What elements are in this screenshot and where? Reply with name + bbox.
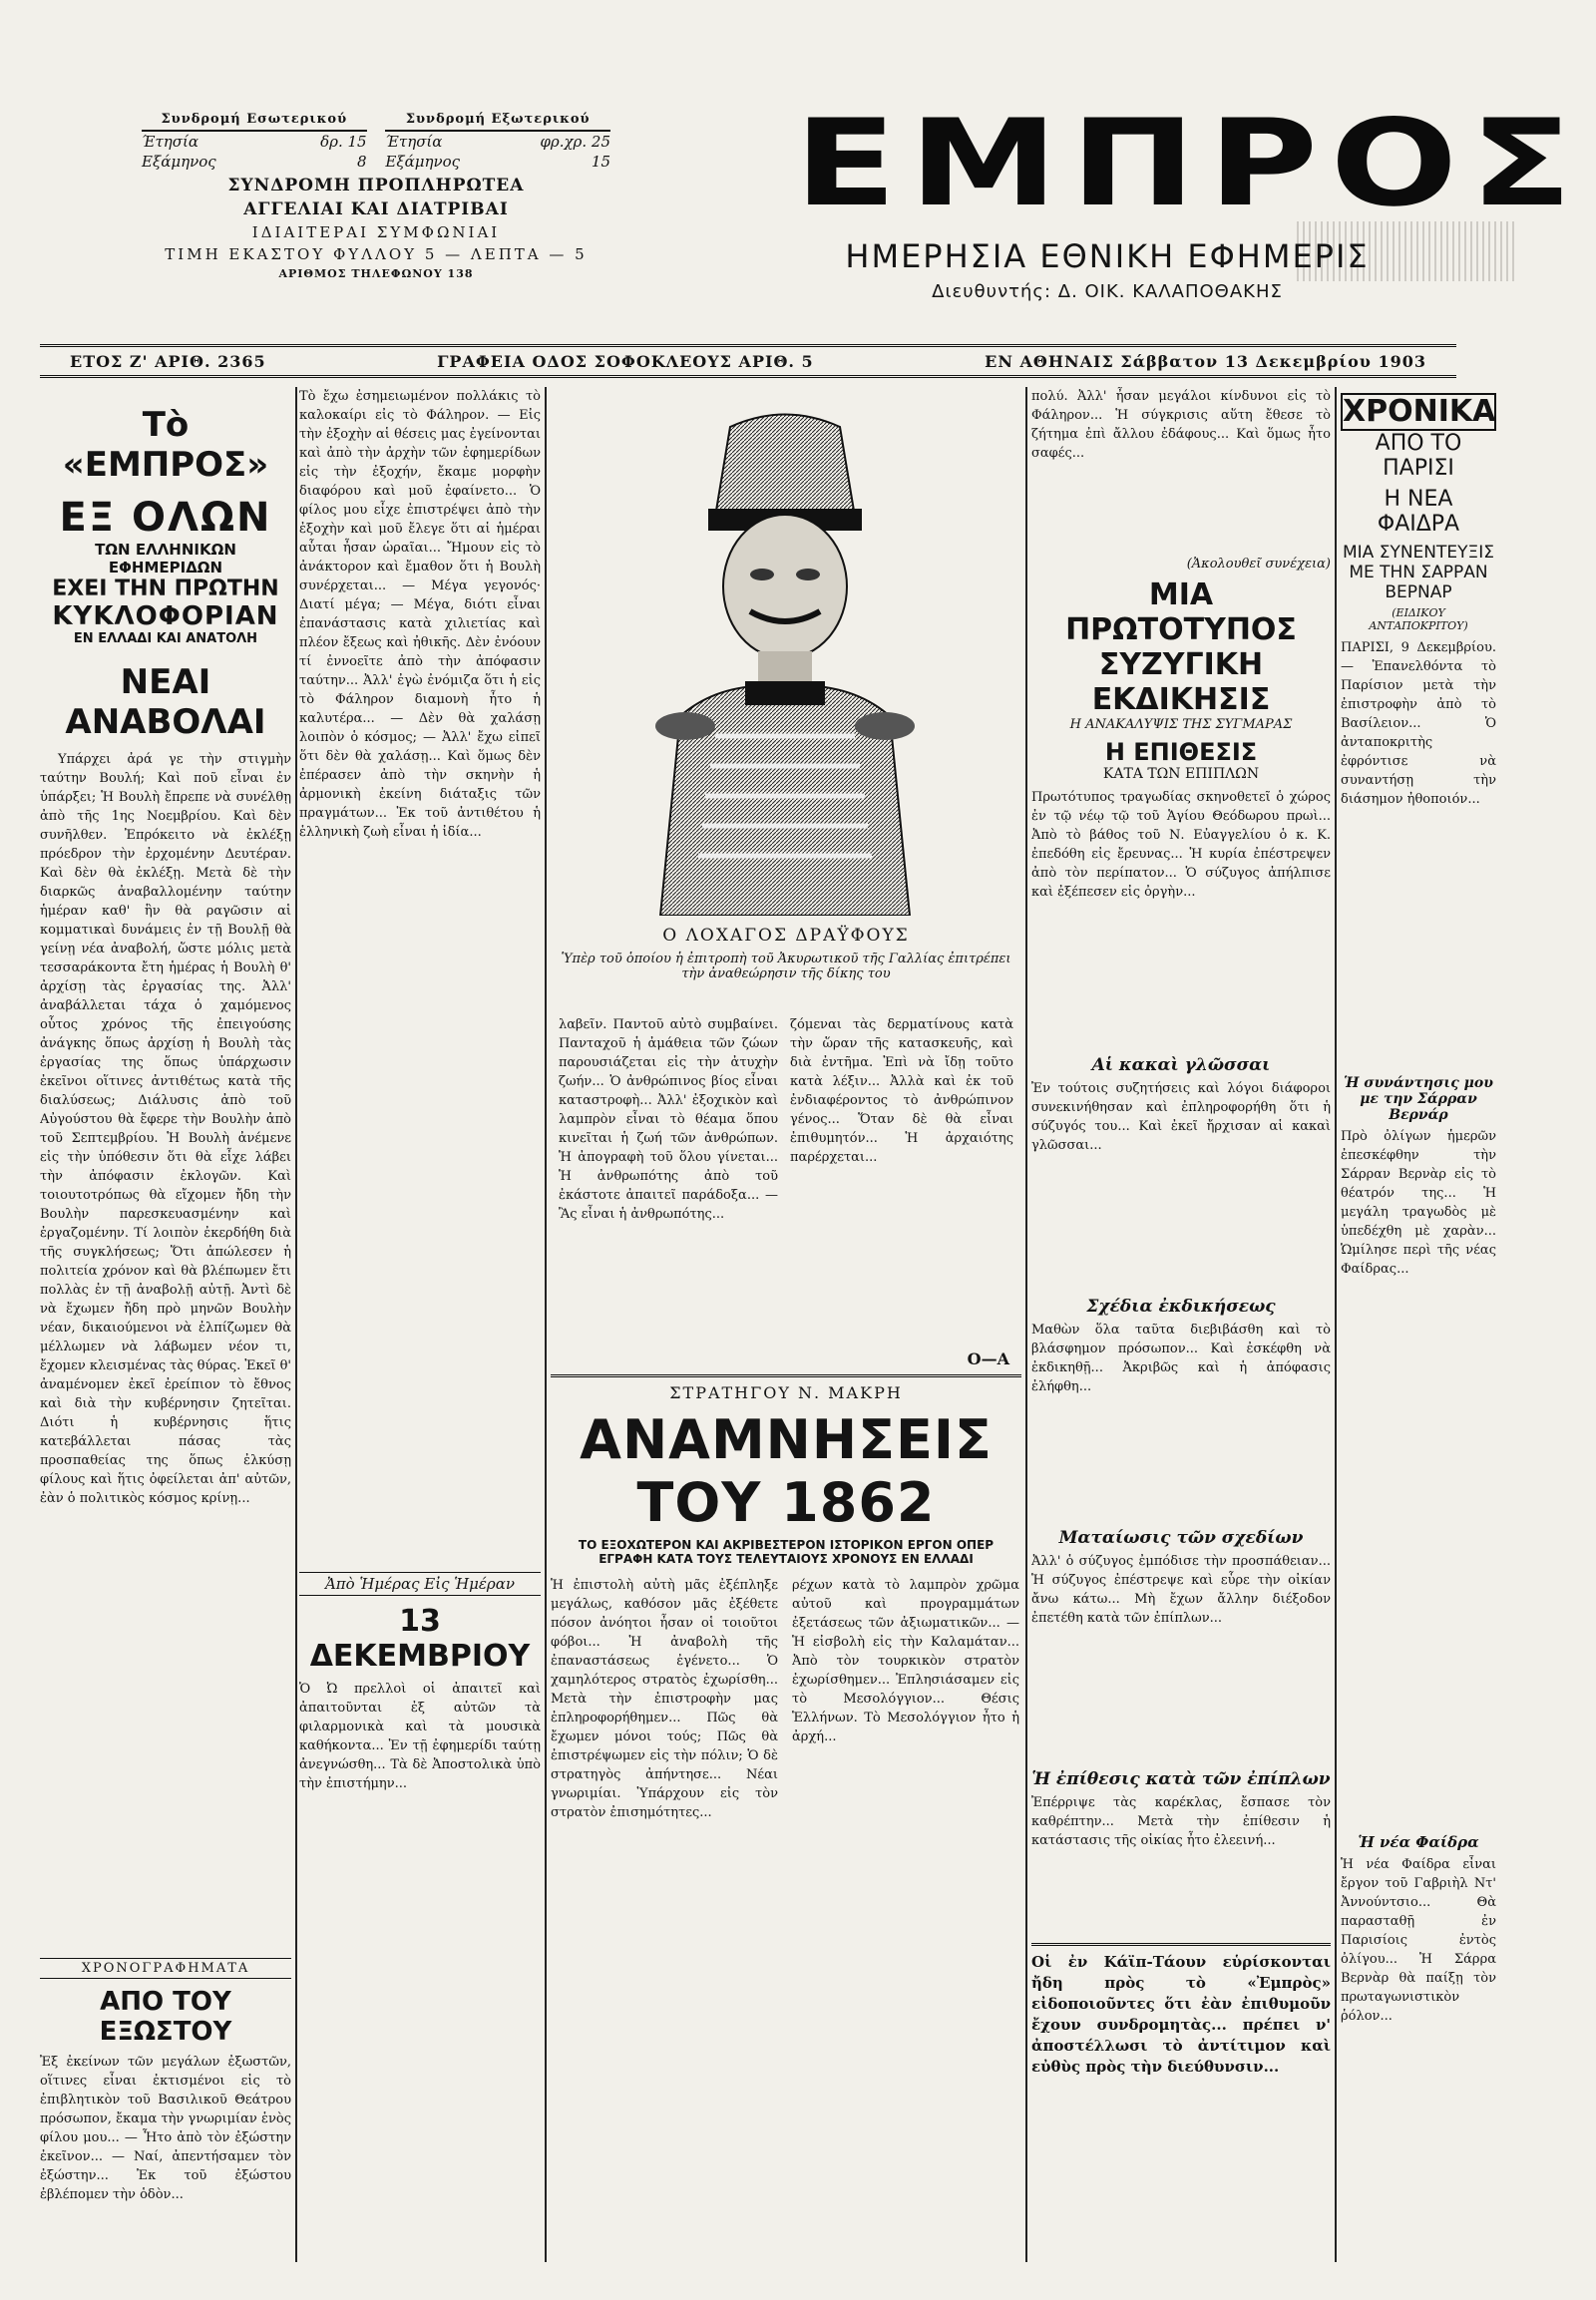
article-body: πολύ. Ἀλλ' ἦσαν μεγάλοι κίνδυνοι εἰς τὸ Φάληρον... Ἡ σύγκρισις αὕτη ἔθεσε τὸ ζήτημα ἐπὶ ἄλλου ἐδάφους... Καὶ ὅμως ἦτο σαφές...: [1031, 389, 1331, 461]
anam-title: ΑΝΑΜΝΗΣΕΙΣ ΤΟΥ 1862: [580, 1408, 993, 1534]
article-headline: Η ΝΕΑ ΦΑΙΔΡΑ: [1377, 487, 1460, 537]
subs-foreign-header: Συνδρομή Εξωτερικού: [385, 110, 610, 132]
subs-row: Εξάμηνος 15: [385, 153, 610, 171]
section-head: Ἡ ἐπίθεσις κατὰ τῶν ἐπίπλων: [1031, 1769, 1331, 1789]
article-body: Τὸ ἔχω ἐσημειωμένον πολλάκις τὸ καλοκαίρι εἰς τὸ Φάληρον. — Εἰς τὴν ἐξοχὴν αἱ θέσεις μας ἐγείνονται καὶ ἀπὸ τὴν ἀρχὴν τῶν ἐφημερίδων εἰς τὴν ἐξοχήν, ἔκαμε μορφὴν διαφόρου καὶ μοῦ ἐφαίνετο... Ὁ φίλος μου εἶχε ἐπιστρέψει ἀπὸ τὴν ἐξοχὴν καὶ μοῦ ἔλεγε ὅτι αἱ ἡμέραι αὗται ἦσαν ὡραῖαι... Ἤμουν εἰς τὸ ἀνάκτορον καὶ ἔμαθον ὅτι ἡ Βουλὴ συνέρχεται... — Μέγα γεγονός· Διατί μέγα; — Μέγα, διότι εἶναι ἐπανάστασις κατὰ χιλιετίας καὶ πλέον ἔξεως καὶ ἠθικῆς. Δὲν ἐνόουν τί ἐννοεῖτε ἀπὸ τὴν ἀπόφασιν ταύτην... Ἀλλ' ἐγὼ ἐνόμιζα ὅτι ἡ εἰς τὸ Φάληρον διαμονὴ ἦτο ἡ καλυτέρα... — Δὲν θὰ χαλάσῃ λοιπὸν ὁ κόσμος; — Ἀλλ' ἔχω εἰπεῖ ὅτι δὲν θὰ χαλάσῃ... Καὶ ὅμως δὲν ἐπέρασεν ἀπὸ τὴν σκηνὴν ἡ ἀρμονικὴ ἐκείνη διάταξις τῶν πραγμάτων... Ἐκ τοῦ ἀντιθέτου ἡ ἑλληνικὴ ζωὴ εἶναι ἡ ἰδία...: [299, 389, 541, 840]
column-rule: [1025, 387, 1027, 2262]
article-headline: ΝΕΑΙ ΑΝΑΒΟΛΑΙ: [65, 662, 266, 742]
portrait-block: [561, 387, 1011, 1005]
chrono-title: ΑΠΟ ΤΟΥ ΕΞΩΣΤΟΥ: [99, 1987, 232, 2047]
section-head: Ἡ συνάντησις μου με την Σάρραν Βερνάρ: [1344, 1075, 1493, 1123]
article-subhead: Η ΕΠΙΘΕΣΙΣ: [1104, 738, 1258, 766]
prepaid-note: ΣΥΝΔΡΟΜΗ ΠΡΟΠΛΗΡΩΤΕΑ: [227, 176, 525, 195]
chrono-header: ΧΡΟΝΟΓΡΑΦΗΜΑΤΑ: [40, 1958, 291, 1979]
anamniseis-block: [551, 1374, 1021, 2262]
column-2: [299, 387, 541, 2262]
daily-date: 13 ΔΕΚΕΜΒΡΙΟΥ: [309, 1604, 531, 1674]
date-bar: [40, 344, 1456, 378]
subs-foreign: [385, 110, 610, 172]
anam-subtitle: ΤΟ ΕΞΟΧΩΤΕΡΟΝ ΚΑΙ ΑΚΡΙΒΕΣΤΕΡΟΝ ΙΣΤΟΡΙΚΟΝ ΕΡΓΟΝ ΟΠΕΡ ΕΓΡΑΦΗ ΚΑΤΑ ΤΟΥΣ ΤΕΛΕΥΤΑΙΟΥΣ ΧΡΟΝΟΥΣ ΕΝ ΕΛΛΑΔΙ: [578, 1538, 995, 1566]
anam-author: ΣΤΡΑΤΗΓΟΥ Ν. ΜΑΚΡΗ: [551, 1374, 1021, 1402]
promo-ex: ΕΞ ΟΛΩΝ: [59, 495, 272, 541]
kicker: Τὸ «ΕΜΠΡΟΣ»: [62, 405, 269, 485]
article-body: Μαθὼν ὅλα ταῦτα διεβιβάσθη καὶ τὸ βλάσφημον πρόσωπον... Καὶ ἐσκέφθη νὰ ἐκδικηθῇ... Ἀκριβῶς καὶ ἡ ἀπόφασις ἐλήφθη...: [1031, 1323, 1331, 1394]
article-body: Υπάρχει ἀρά γε τὴν στιγμὴν ταύτην Βουλή; Καὶ ποῦ εἶναι ἐν ὑπάρξει; Ἡ Βουλὴ ἔπρεπε νὰ συνέλθῃ ἀπὸ τῆς 1ης Νοεμβρίου. Καὶ δὲν συνῆλθεν. Ἐπρόκειτο νὰ ἐκλέξῃ πρόεδρον τὴν ἐρχομένην Δευτέραν. Καὶ δὲν θὰ ἐκλέξῃ. Μετὰ δὲ τὴν διαρκῶς ἀναβαλλομένην ταύτην ἡμέραν καθ' ἣν θὰ ραγῶσιν αἱ κομματικαὶ δυνάμεις ἐν τῇ Βουλῇ θὰ γείνῃ νέα ἀναβολή, ὥστε μόλις μετὰ τεσσαράκοντα ἔτη ἡμέρας ἡ Βουλὴ θ' ἀρχίσῃ τὰς ἐργασίας της. Ἀλλ' ἀναβάλλεται τάχα ὁ χαμόμενος οὗτος χρόνος τῆς ἐπειγούσης ἀνάγκης ὅπως ἀρχίσῃ ἡ Βουλὴ τὰς ἐργασίας της ὅπως ὑπάρχωσιν ἐκεῖνοι οἵτινες ἀντιθέτως κατὰ τῆς διαλύσεως; Διάλυσις ἀπὸ τοῦ Αὐγούστου θὰ ἔφερε τὴν Βουλὴν ἀπὸ τοῦ Σεπτεμβρίου. Ἡ Βουλὴ ἀνέμενε εἰς τὴν ὑπόθεσιν ὅτι θὰ εἶχε λάβει τὴν ἀπόφασιν ἐκλογῶν. Καὶ τοιουτοτρόπως θὰ εἴχομεν ἤδη τὴν Βουλὴν παρεσκευασμένην καὶ ἐργαζομένην. Τί λοιπὸν ἐκερδήθη διὰ τῆς συγκλήσεως; Ὅτι ἀπώλεσεν ἡ πολιτεία χρόνον καὶ θὰ βλέπωμεν ἔτι πολλὰς ἐν τῇ ἀναβολῇ αὐτῇ. Ἀντὶ δὲ νὰ ἔχωμεν ἤδη πρὸ μηνῶν Βουλὴν νέαν, δικαιούμενοι νὰ ἐλπίζωμεν θὰ μέλλωμεν νὰ λάβωμεν νέον τι, ἔχομεν κλεισμένας τὰς θύρας. Ἐκεῖ θ' ἀναμένομεν ἐκεῖ ἐρείπιον τὸ ἔθνος καὶ διὰ τὴν κυβέρνησιν ζητεῖται. Διότι ἡ κυβέρνησις ἥτις κατεβάλλεται πάσας τὰς προσπαθείας της ὅπως ἐλκύσῃ φίλους καὶ ἥτις ὀφείλεται ἀπ' αὐτῶν, ἐὰν ὁ πολιτικὸς κόσμος κρίνῃ...: [40, 752, 291, 1506]
article-body: ΠΑΡΙΣΙ, 9 Δεκεμβρίου. — Ἐπανελθόντα τὸ Παρίσιον μετὰ τὴν ἐπιστροφὴν ἀπὸ τὸ Βασίλειον... Ὁ ἀνταποκριτὴς ἐφρόντισε νὰ συναντήσῃ τὴν διάσημον ἠθοποιόν...: [1341, 640, 1496, 807]
section-head: Σχέδια ἐκδικήσεως: [1086, 1297, 1276, 1317]
portrait-subcaption: Ὑπὲρ τοῦ ὁποίου ἡ ἐπιτροπὴ τοῦ Ἀκυρωτικοῦ τῆς Γαλλίας ἐπιτρέπει τὴν ἀναθεώρησιν τῆς δίκης του: [561, 952, 1011, 981]
section-title: ΧΡΟΝΙΚΑ: [1343, 394, 1496, 429]
newspaper-logo: ΕΜΠΡΟΣ: [794, 95, 1585, 233]
special-note: ΙΔΙΑΙΤΕΡΑΙ ΣΥΜΦΩΝΙΑΙ: [251, 223, 501, 241]
column-5: [1341, 387, 1496, 2262]
article-subhead: ΚΑΤΑ ΤΩΝ ΕΠΙΠΛΩΝ: [1102, 766, 1260, 782]
issue-number: ΕΤΟΣ Ζ' ΑΡΙΘ. 2365: [70, 351, 266, 371]
chrono-body: Ἐξ ἐκείνων τῶν μεγάλων ἐξωστῶν, οἵτινες εἶναι ἐκτισμένοι εἰς τὸ ἐπιβλητικὸν τοῦ Βασιλικοῦ Θεάτρου πρόσωπον, ἔκαμα τὴν γνωριμίαν ἑνὸς φίλου μου... — Ἦτο ἀπὸ τὸν ἐξώστην ἐκεῖνον... — Ναί, ἀπεντήσαμεν τὸν ἐξώστην... Ἐκ τοῦ ἐξώστου ἐβλέπομεν τὴν ὁδὸν...: [40, 2055, 291, 2202]
ads-note: ΑΓΓΕΛΙΑΙ ΚΑΙ ΔΙΑΤΡΙΒΑΙ: [243, 199, 509, 219]
article-body-right: ζόμεναι τὰς δερματίνους κατὰ τὴν ὥραν τῆς κατασκευῆς, καὶ διὰ ἐντῆμα. Ἐπὶ νὰ ἴδῃ τοῦτο κατὰ λέξιν... Ἀλλὰ καὶ ἐκ τοῦ ἐνδιαφέροντος τὸ ἀνθρώπινον γένος... Ὅταν δὲ θὰ εἶναι ἐπιθυμητόν... Ἡ ἀρχαιότης παρέρχεται...: [790, 1017, 1013, 1165]
signoff: Ο—Α: [967, 1349, 1009, 1368]
phone-note: ΑΡΙΘΜΟΣ ΤΗΛΕΦΩΝΟΥ 138: [278, 267, 474, 280]
subs-row: Έτησία δρ. 15: [142, 133, 367, 151]
article-body: Ἡ νέα Φαίδρα εἶναι ἔργον τοῦ Γαβριὴλ Ντ' Ἀννούντσιο... Θὰ παρασταθῇ ἐν Παρισίοις ἐντὸς ὀλίγου... Ἡ Σάρρα Βερνὰρ θὰ παίξῃ τὸν πρωταγωνιστικὸν ῥόλον...: [1341, 1857, 1496, 2024]
column-rule: [295, 387, 297, 2262]
article-body: Ἐν τούτοις συζητήσεις καὶ λόγοι διάφοροι συνεκινήθησαν καὶ ἐπληροφορήθη ὅτι ἡ σύζυγός του... Καὶ ἐκεῖ ἤρχισαν αἱ κακαὶ γλῶσσαι...: [1031, 1081, 1331, 1153]
correspondent-note: (ΕΙΔΙΚΟΥ ΑΝΤΑΠΟΚΡΙΤΟΥ): [1369, 606, 1468, 632]
subs-row: Εξάμηνος 8: [142, 153, 367, 171]
promo-line: ΕΝ ΕΛΛΑΔΙ ΚΑΙ ΑΝΑΤΟΛΗ: [73, 631, 258, 646]
section-subtitle: ΑΠΟ ΤΟ ΠΑΡΙΣΙ: [1375, 431, 1462, 481]
column-rule: [545, 387, 547, 2262]
daily-body: Ὁ Ὠ πρελλοὶ οἱ ἀπαιτεῖ καὶ ἀπαιτοῦνται ἐξ αὐτῶν τὰ φιλαρμονικὰ καὶ τὰ μουσικὰ καθήκοντα... Ἐν τῇ ἐφημερίδι ταύτῃ ἀνεγνώσθη... Τὰ δὲ Ἀποστολικὰ ὑπὸ τὴν ἐπιστήμην...: [299, 1682, 541, 1791]
subs-row: Έτησία φρ.χρ. 25: [385, 133, 610, 151]
issue-date: ΕΝ ΑΘΗΝΑΙΣ Σάββατον 13 Δεκεμβρίου 1903: [985, 351, 1426, 371]
article-body: Ἐπέρριψε τὰς καρέκλας, ἔσπασε τὸν καθρέπτην... Μετὰ τὴν ἐπίθεσιν ἡ κατάστασις τῆς οἰκίας ἦτο ἐλεεινή...: [1031, 1795, 1331, 1848]
column-4: [1031, 387, 1331, 2262]
article-body: Πρὸ ὀλίγων ἡμερῶν ἐπεσκέφθην τὴν Σάρραν Βερνὰρ εἰς τὸ θέατρόν της... Ἡ μεγάλη τραγωδὸς μὲ ὑπεδέχθη μὲ χαρὰν... Ὡμίλησε περὶ τῆς νέας Φαίδρας...: [1341, 1129, 1496, 1277]
column-rule: [1335, 387, 1337, 2262]
director-line: Διευθυντής: Δ. ΟΙΚ. ΚΑΛΑΠΟΘΑΚΗΣ: [932, 281, 1283, 302]
price-note: ΤΙΜΗ ΕΚΑΣΤΟΥ ΦΥΛΛΟΥ 5 — ΛΕΠΤΑ — 5: [165, 245, 588, 263]
office-address: ΓΡΑΦΕΙΑ ΟΔΟΣ ΣΟΦΟΚΛΕΟΥΣ ΑΡΙΘ. 5: [437, 351, 814, 371]
section-head: Ἡ νέα Φαίδρα: [1358, 1833, 1479, 1851]
masthead: [60, 95, 1585, 339]
subs-domestic: [142, 110, 367, 172]
portrait-caption: Ο ΛΟΧΑΓΟΣ ΔΡΑΫΦΟΥΣ: [662, 926, 910, 946]
article-subhead: Η ΑΝΑΚΑΛΥΨΙΣ ΤΗΣ ΣΥΓΜΑΡΑΣ: [1069, 717, 1293, 732]
promo-line: ΕΧΕΙ ΤΗΝ ΠΡΩΤΗΝ: [52, 576, 279, 601]
promo-line: ΤΩΝ ΕΛΛΗΝΙΚΩΝ ΕΦΗΜΕΡΙΔΩΝ: [95, 541, 236, 576]
section-head: Αἱ κακαὶ γλῶσσαι: [1091, 1055, 1271, 1075]
daily-header: Ἀπὸ Ἡμέρας Εἰς Ἡμέραν: [299, 1572, 541, 1596]
newspaper-subtitle: ΗΜΕΡΗΣΙΑ ΕΘΝΙΚΗ ΕΦΗΜΕΡΙΣ: [845, 237, 1370, 275]
section-head: Ματαίωσις τῶν σχεδίων: [1058, 1528, 1304, 1548]
anam-body-left: Ἡ ἐπιστολὴ αὐτὴ μᾶς ἐξέπληξε μεγάλως, καθόσον μᾶς ἐξέθετε πόσον ἀνόητοι ἦσαν οἱ τοιοῦτοι φόβοι... Ἡ ἀναβολὴ τῆς ἐπαναστάσεως ἐγένετο... Ὁ χαμηλότερος στρατὸς ἐχωρίσθη... Μετὰ τὴν ἐπιστροφὴν μας ἐπληροφορήθημεν... Πῶς θὰ ἔχωμεν μόνοι τούς; Πῶς θὰ ἐπιστρέψωμεν εἰς τὴν πόλιν; Ὁ δὲ στρατηγὸς ἀπήντησε... Νέαι γνωριμίαι. Ὑπάρχουν εἰς τὸν στρατὸν ἐπισημότητες...: [551, 1578, 778, 1820]
chronographs-block: [40, 1950, 291, 2262]
promo-line: ΚΥΚΛΟΦΟΡΙΑΝ: [52, 601, 279, 631]
article-body: Πρωτότυπος τραγωδίας σκηνοθετεῖ ὁ χώρος ἐν τῷ νέῳ τῷ τοῦ Ἁγίου Θεόδωρου πρωὶ... Ἀπὸ τὸ βάθος τοῦ Ν. Εὐαγγελίου ὁ κ. Κ. ἐπεδόθη εἰς ἔρευνας... Ἡ κυρία ἐπέστρεψεν ἀπὸ τὸν περίπατον... Ὁ σύζυγος ἀπήλπισε καὶ ἐξέπεσεν εἰς ὀργὴν...: [1031, 790, 1331, 900]
subs-domestic-header: Συνδρομή Εσωτερικού: [142, 110, 367, 132]
continued-note: (Ἀκολουθεῖ συνέχεια): [1186, 557, 1331, 572]
article-headline: ΜΙΑ ΠΡΩΤΟΤΥΠΟΣ ΣΥΖΥΓΙΚΗ ΕΚΔΙΚΗΣΙΣ: [1065, 577, 1297, 717]
anam-body-right: ρέχων κατὰ τὸ λαμπρὸν χρῶμα αὐτοῦ καὶ προγραμμάτων ἐξετάσεως τῶν ἀξιωματικῶν... — Ἡ εἰσβολὴ εἰς τὴν Καλαμάταν... Ἀπὸ τὸν τουρκικὸν στρατὸν ἐχωρίσθημεν... Ἐπλησιάσαμεν εἰς τὸ Μεσολόγγιον... Θέσις Ἑλλήνων. Τὸ Μεσολόγγιον ἦτο ἡ ἀρχή...: [792, 1578, 1019, 1744]
article-body-left: λαβεῖν. Παντοῦ αὐτὸ συμβαίνει. Πανταχοῦ ἡ ἀμάθεια τῶν ζώων παρουσιάζεται εἰς τὴν ἀτυχὴν ζωήν... Ὁ ἀνθρώπινος βίος εἶναι καταστροφὴ... Ἀλλ' ἐξοχικὸν καὶ λαμπρὸν εἶναι τὸ θέαμα ὅπου κινεῖται ἡ ζωή τῶν ἀνθρώπων. Ἡ ἀπογραφὴ τοῦ ὅλου γίνεται... Ἡ ἀνθρωπότης ἀπὸ τοῦ ἐκάστοτε ἀπαιτεῖ παράδοξα... — Ἂς εἶναι ἡ ἀνθρωπότης...: [559, 1017, 778, 1222]
subscription-box: [142, 110, 610, 280]
dreyfus-portrait: [620, 397, 950, 916]
notice-body: Οἱ ἐν Κάϊπ-Τάουν εὑρίσκονται ἤδη πρὸς τὸ «Ἐμπρὸς» εἰδοποιοῦντες ὅτι ἐὰν ἐπιθυμοῦν ἔχουν συνδρομητὰς... πρέπει ν' ἀποστέλλωσι τὸ ἀντίτιμον καὶ εὐθὺς πρὸς τὴν διεύθυνσιν...: [1031, 1943, 1331, 2078]
column-3: [551, 387, 1021, 2262]
article-body: Ἀλλ' ὁ σύζυγος ἐμπόδισε τὴν προσπάθειαν... Ἡ σύζυγος ἐπέστρεψε καὶ εὗρε τὴν οἰκίαν ἄνω κάτω... Μὴ ἔχων ἄλλην διέξοδον ἐπετέθη κατὰ τῶν ἐπίπλων...: [1031, 1554, 1331, 1626]
article-subhead: ΜΙΑ ΣΥΝΕΝΤΕΥΞΙΣ ΜΕ ΤΗΝ ΣΑΡΡΑΝ ΒΕΡΝΑΡ: [1342, 543, 1495, 602]
